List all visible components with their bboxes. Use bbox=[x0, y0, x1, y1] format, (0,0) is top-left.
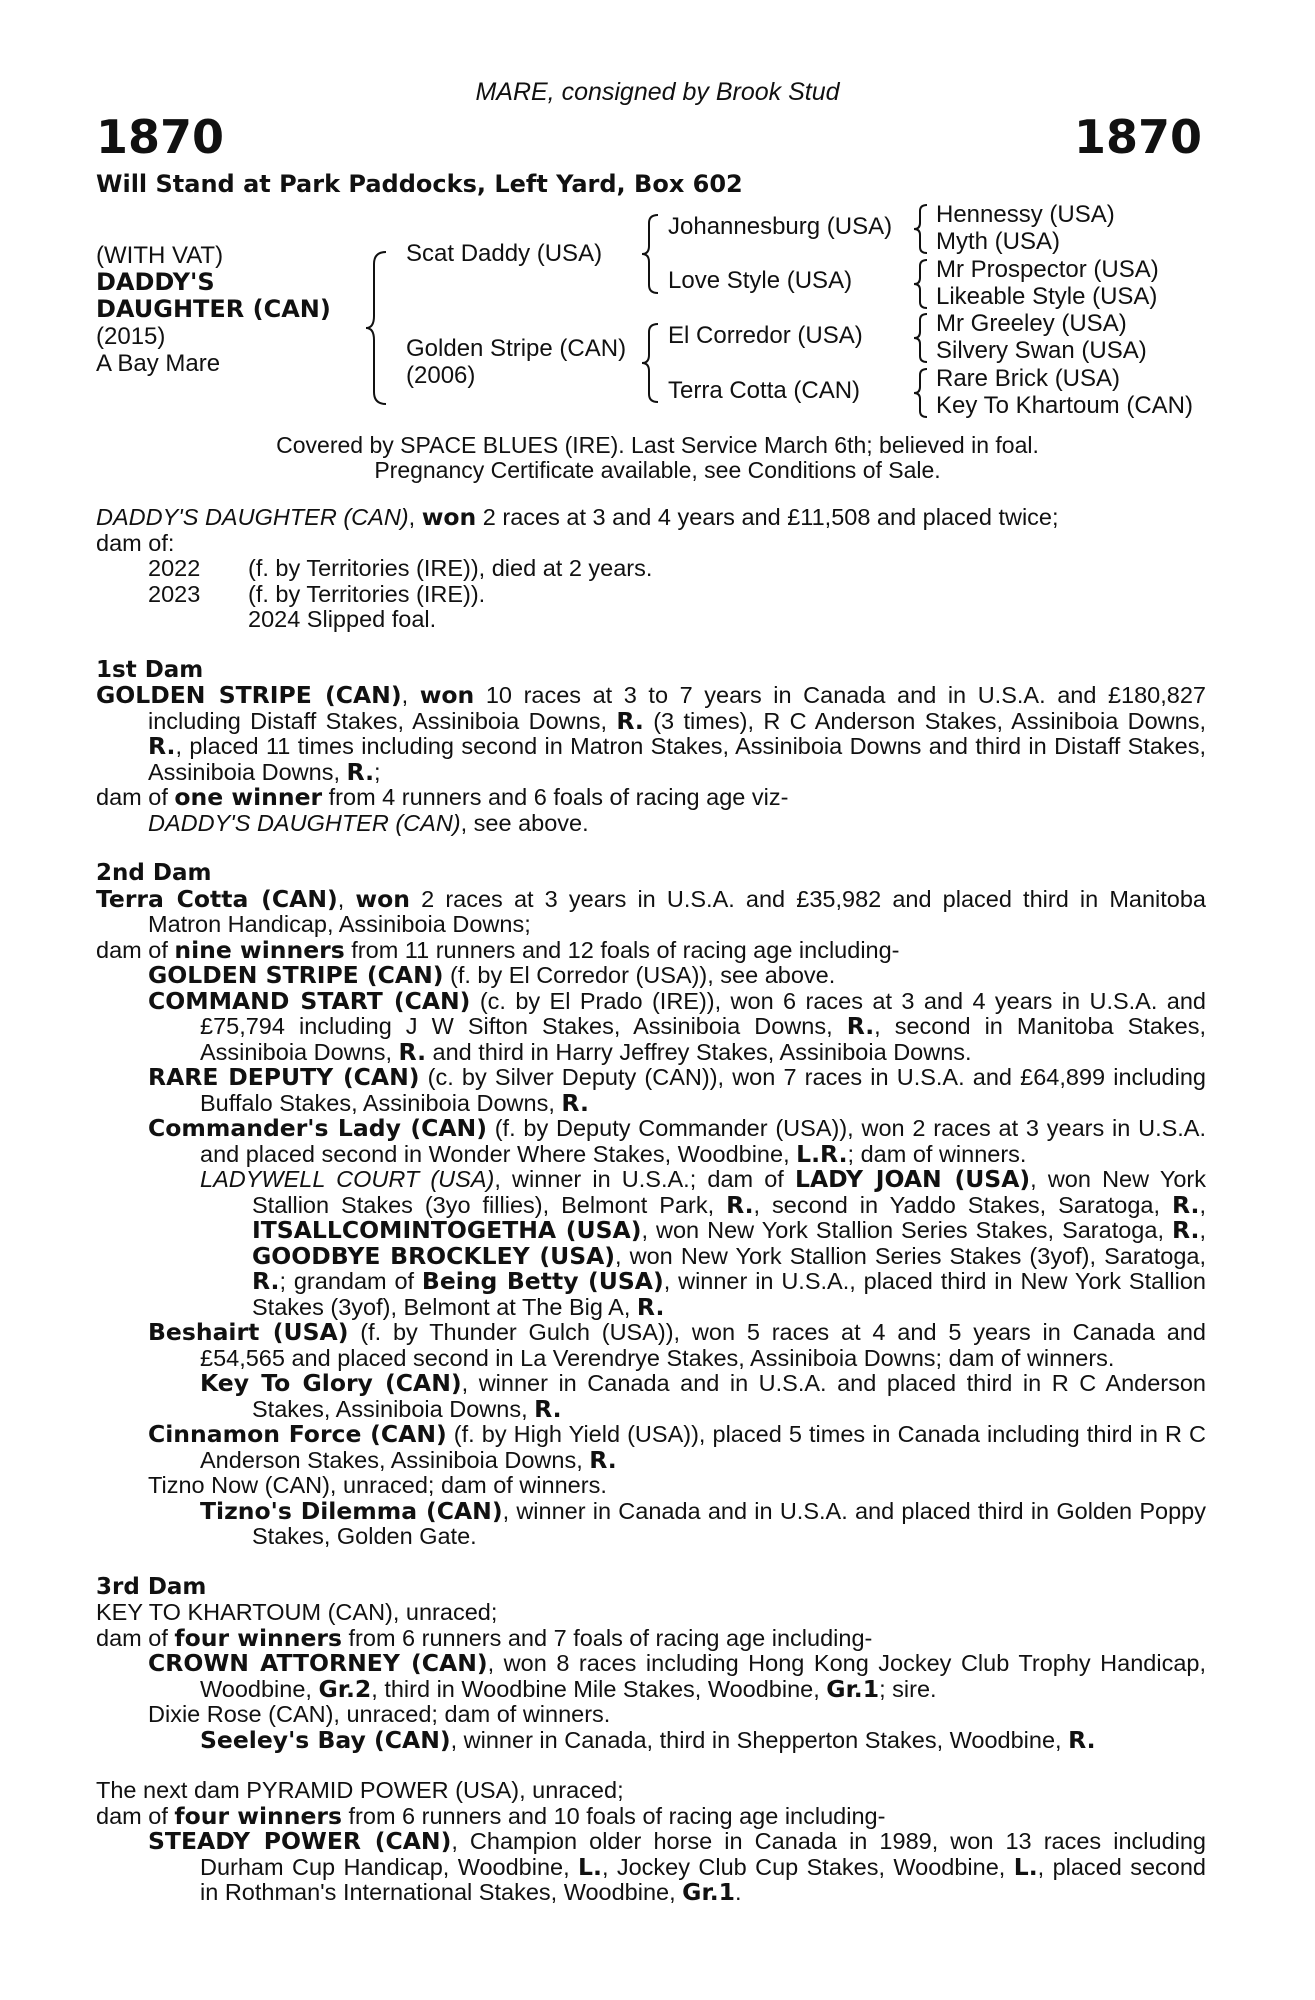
pedigree-brace bbox=[364, 250, 390, 406]
winners-count: four winners bbox=[174, 1623, 342, 1652]
first-dam-dam-of bbox=[96, 785, 1206, 811]
first-dam-record: GOLDEN STRIPE (CAN), won 10 races at 3 to 7 years in Canada and in U.S.A. and £180,827 including Distaff Stakes, Assiniboia Downs, R. (3 times), R C Anderson Stakes, Assiniboia Downs, R., placed 11 times including second in Matron Stakes, Assiniboia Downs and third in Distaff Stakes, Assiniboia Downs, R.; bbox=[96, 681, 1206, 786]
record-text: ; grandam of bbox=[279, 1268, 422, 1294]
record-text: (f. by El Corredor (USA)), see above. bbox=[443, 962, 836, 988]
record-text: , winner in U.S.A.; dam of bbox=[494, 1166, 795, 1192]
produce-entry bbox=[148, 1422, 1206, 1473]
pedigree-dam-sire: El Corredor (USA) bbox=[668, 322, 863, 349]
record-text: 2 races at 3 years in U.S.A. and £35,982 and placed third in Manitoba Matron Handicap, Assiniboia Downs; bbox=[148, 885, 1206, 937]
race-grade: Gr.2 bbox=[318, 1674, 372, 1703]
dam-of-label: dam of: bbox=[96, 529, 175, 556]
pedigree-ddd: Key To Khartoum (CAN) bbox=[936, 392, 1193, 419]
record-text: , Jockey Club Cup Stakes, Woodbine, bbox=[601, 1853, 1014, 1880]
record-text: (f. by Deputy Commander (USA)), won 2 races at 3 years in U.S.A. and placed second in Wonder Where Stakes, Woodbine, bbox=[200, 1115, 1206, 1167]
record-text: , third in Woodbine Mile Stakes, Woodbine, bbox=[371, 1675, 827, 1702]
race-grade: R. bbox=[726, 1190, 754, 1219]
race-grade: R. bbox=[846, 1012, 875, 1040]
foal-year: 2022 bbox=[148, 555, 201, 581]
race-grade: Gr.1 bbox=[826, 1674, 880, 1703]
record-text: , won New York Stallion Series Stakes, Saratoga, bbox=[641, 1217, 1172, 1243]
pedigree-brace bbox=[912, 312, 930, 364]
won-label: won bbox=[355, 884, 411, 913]
record-text: , placed 11 times including second in Matron Stakes, Assiniboia Downs and third in Distaff Stakes, Assiniboia Downs, bbox=[148, 733, 1206, 785]
won-label: won bbox=[419, 681, 475, 709]
stand-info: Will Stand at Park Paddocks, Left Yard, Box 602 bbox=[96, 170, 743, 198]
produce-paragraph: DADDY'S DAUGHTER (CAN), won 2 races at 3 and 4 years and £11,508 and placed twice; bbox=[96, 503, 1059, 531]
record-text: Dixie Rose (CAN), unraced; dam of winners. bbox=[148, 1701, 611, 1727]
horse-vat: (WITH VAT) bbox=[96, 242, 224, 269]
record-text: , won New York Stallion Series Stakes (3yof), Saratoga, bbox=[615, 1242, 1206, 1269]
produce-entry bbox=[148, 963, 1206, 989]
pedigree-sire-sire: Johannesburg (USA) bbox=[668, 213, 893, 240]
dam-of-text: from 4 runners and 6 foals of racing age viz- bbox=[322, 784, 789, 810]
produce-tail: , see above. bbox=[460, 809, 589, 836]
dam-of-text: dam of bbox=[96, 784, 175, 810]
horse-name: ITSALLCOMINTOGETHA (USA) bbox=[252, 1216, 642, 1244]
dam-of-text: from 11 runners and 12 foals of racing age including- bbox=[344, 936, 900, 963]
pedigree-dam-year: (2006) bbox=[406, 362, 476, 389]
horse-name: Tizno's Dilemma (CAN) bbox=[200, 1496, 503, 1525]
lot-number-right: 1870 bbox=[1073, 110, 1202, 164]
consignment-line: MARE, consigned by Brook Stud bbox=[475, 78, 840, 106]
horse-description: A Bay Mare bbox=[96, 350, 221, 377]
produce-entry bbox=[148, 1473, 1206, 1499]
produce-entry bbox=[148, 1065, 1206, 1116]
horse-name-line2: DAUGHTER (CAN) bbox=[96, 295, 331, 323]
pedigree-brace bbox=[640, 322, 662, 404]
dam-of-text: dam of bbox=[96, 1624, 175, 1651]
winners-count: four winners bbox=[174, 1801, 342, 1830]
horse-year: (2015) bbox=[96, 323, 166, 350]
horse-name: Beshairt (USA) bbox=[148, 1318, 349, 1346]
horse-name: Commander's Lady (CAN) bbox=[148, 1114, 487, 1142]
horse-name: Cinnamon Force (CAN) bbox=[148, 1420, 447, 1448]
pedigree-sdd: Likeable Style (USA) bbox=[936, 283, 1158, 310]
next-dam-name: The next dam PYRAMID POWER (USA), unraced; bbox=[96, 1777, 624, 1803]
horse-name: COMMAND START (CAN) bbox=[148, 986, 471, 1015]
grand-produce-entry bbox=[200, 1496, 1206, 1550]
record-text: ; dam of winners. bbox=[847, 1140, 1027, 1167]
foal-row bbox=[96, 582, 1206, 608]
record-text: and third in Harry Jeffrey Stakes, Assiniboia Downs. bbox=[426, 1038, 972, 1065]
pedigree-brace bbox=[912, 367, 930, 419]
horse-name: LADY JOAN (USA) bbox=[794, 1165, 1031, 1193]
produce-entry bbox=[148, 1702, 1206, 1728]
race-grade: R. bbox=[589, 1445, 617, 1474]
record-text: (3 times), R C Anderson Stakes, Assiniboia Downs, bbox=[643, 707, 1206, 734]
covering-line2: Pregnancy Certificate available, see Conditions of Sale. bbox=[374, 457, 941, 483]
grand-produce-entry bbox=[200, 1725, 1206, 1754]
horse-name: RARE DEPUTY (CAN) bbox=[148, 1063, 420, 1091]
pedigree-dam-name: Golden Stripe (CAN) bbox=[406, 335, 627, 362]
race-grade: R. bbox=[1172, 1190, 1200, 1219]
foal-text: (f. by Territories (IRE)). bbox=[248, 580, 486, 607]
produce-entry bbox=[148, 986, 1206, 1066]
second-dam-dam-of bbox=[96, 935, 1206, 964]
horse-name: Being Betty (USA) bbox=[421, 1267, 664, 1295]
first-dam-produce bbox=[148, 811, 1206, 837]
record-text: , winner in U.S.A., placed third in New York Stallion Stakes (3yof), Belmont at The Big A, bbox=[252, 1268, 1206, 1320]
pedigree-sire: Scat Daddy (USA) bbox=[406, 240, 603, 267]
race-grade: R. bbox=[616, 706, 644, 735]
horse-name: LADYWELL COURT (USA) bbox=[200, 1166, 495, 1192]
horse-name: STEADY POWER (CAN) bbox=[148, 1827, 452, 1855]
record-text: (c. by El Prado (IRE)), won 6 races at 3 and 4 years in U.S.A. and £75,794 including J W Sifton Stakes, Assiniboia Downs, bbox=[200, 987, 1206, 1039]
first-dam-name: GOLDEN STRIPE (CAN) bbox=[96, 681, 402, 709]
record-text: (f. by Thunder Gulch (USA)), won 5 races at 4 and 5 years in Canada and £54,565 and placed second in La Verendrye Stakes, Assiniboia Downs; dam of winners. bbox=[200, 1319, 1206, 1371]
pedigree-sds: Mr Prospector (USA) bbox=[936, 256, 1159, 283]
produce-entry bbox=[148, 1829, 1206, 1906]
horse-name: CROWN ATTORNEY (CAN) bbox=[148, 1649, 488, 1677]
horse-name: GOODBYE BROCKLEY (USA) bbox=[252, 1241, 616, 1270]
record-text: Tizno Now (CAN), unraced; dam of winners. bbox=[148, 1472, 607, 1498]
horse-name: Seeley's Bay (CAN) bbox=[200, 1725, 451, 1754]
pedigree-brace bbox=[912, 258, 930, 310]
pedigree-dds: Rare Brick (USA) bbox=[936, 365, 1121, 392]
second-dam-heading: 2nd Dam bbox=[96, 860, 212, 886]
record-text: , second in Yaddo Stakes, Saratoga, bbox=[753, 1191, 1172, 1218]
pedigree-ssd: Myth (USA) bbox=[936, 228, 1061, 255]
foal-row bbox=[96, 607, 1206, 633]
third-dam-name: KEY TO KHARTOUM (CAN), unraced; bbox=[96, 1599, 498, 1625]
race-grade: R. bbox=[1172, 1216, 1200, 1244]
record-text: ; bbox=[374, 758, 381, 785]
foal-row bbox=[96, 556, 1206, 582]
dam-of-text: dam of bbox=[96, 936, 175, 963]
race-grade: L.R. bbox=[796, 1139, 848, 1168]
produce-entry bbox=[148, 1116, 1206, 1167]
produce-name: DADDY'S DAUGHTER (CAN) bbox=[148, 809, 461, 836]
pedigree-dsd: Silvery Swan (USA) bbox=[936, 337, 1147, 364]
race-grade: R. bbox=[148, 732, 176, 760]
record-text: , second in Manitoba Stakes, Assiniboia Downs, bbox=[200, 1013, 1206, 1065]
race-grade: R. bbox=[534, 1394, 562, 1423]
foal-year: 2023 bbox=[148, 580, 201, 607]
produce-entry bbox=[148, 1651, 1206, 1702]
record-text: , winner in Canada and in U.S.A. and placed third in R C Anderson Stakes, Assiniboia Downs, bbox=[252, 1370, 1206, 1422]
race-grade: R. bbox=[252, 1267, 280, 1295]
pedigree-brace bbox=[912, 203, 930, 255]
second-dam-record: Terra Cotta (CAN), won 2 races at 3 years in U.S.A. and £35,982 and placed third in Manitoba Matron Handicap, Assiniboia Downs; bbox=[96, 884, 1206, 937]
produce-record-text: 2 races at 3 and 4 years and £11,508 and placed twice; bbox=[476, 504, 1059, 530]
race-grade: R. bbox=[636, 1292, 665, 1321]
race-grade: R. bbox=[346, 757, 375, 786]
second-dam-name: Terra Cotta (CAN) bbox=[96, 884, 338, 913]
covering-line1: Covered by SPACE BLUES (IRE). Last Service March 6th; believed in foal. bbox=[276, 432, 1039, 458]
record-text: ; sire. bbox=[879, 1675, 937, 1702]
third-dam-heading: 3rd Dam bbox=[96, 1573, 207, 1600]
dam-of-text: from 6 runners and 10 foals of racing age including- bbox=[342, 1802, 886, 1829]
race-grade: Gr.1 bbox=[682, 1878, 735, 1906]
pedigree-dss: Mr Greeley (USA) bbox=[936, 310, 1127, 337]
record-text: , bbox=[1199, 1191, 1206, 1218]
pedigree-brace bbox=[640, 213, 662, 295]
record-text: , won New York Stallion Stakes (3yo fillies), Belmont Park, bbox=[252, 1166, 1206, 1218]
race-grade: L. bbox=[1013, 1852, 1038, 1881]
dam-of-text: from 6 runners and 7 foals of racing age including- bbox=[342, 1624, 873, 1651]
race-grade: R. bbox=[398, 1037, 427, 1066]
record-text: (c. by Silver Deputy (CAN)), won 7 races in U.S.A. and £64,899 including Buffalo Stakes, Assiniboia Downs, bbox=[200, 1064, 1206, 1116]
grand-produce-entry bbox=[200, 1167, 1206, 1320]
race-grade: L. bbox=[578, 1852, 602, 1881]
produce-name: DADDY'S DAUGHTER (CAN) bbox=[96, 504, 409, 530]
lot-number-left: 1870 bbox=[96, 110, 225, 164]
horse-name: GOLDEN STRIPE (CAN) bbox=[148, 961, 444, 989]
foal-text: (f. by Territories (IRE)), died at 2 years. bbox=[248, 555, 653, 581]
record-text: , bbox=[1199, 1217, 1206, 1243]
pedigree-dam-dam: Terra Cotta (CAN) bbox=[668, 377, 861, 404]
record-text: , placed second in Rothman's International Stakes, Woodbine, bbox=[200, 1853, 1206, 1905]
produce-record bbox=[96, 505, 1206, 1906]
foal-text: 2024 Slipped foal. bbox=[248, 606, 437, 632]
record-text: 10 races at 3 to 7 years in Canada and in U.S.A. and £180,827 including Distaff Stakes, Assiniboia Downs, bbox=[148, 682, 1206, 734]
won-label: won bbox=[421, 503, 477, 531]
record-text: . bbox=[734, 1879, 742, 1905]
pedigree-sire-dam: Love Style (USA) bbox=[668, 267, 853, 294]
record-text: (f. by High Yield (USA)), placed 5 times in Canada including third in R C Anderson Stakes, Assiniboia Downs, bbox=[200, 1421, 1206, 1473]
race-grade: R. bbox=[1068, 1725, 1096, 1754]
first-dam-heading: 1st Dam bbox=[96, 656, 204, 683]
winners-count: one winner bbox=[174, 783, 323, 811]
winners-count: nine winners bbox=[174, 935, 345, 964]
pedigree-sss: Hennessy (USA) bbox=[936, 201, 1115, 228]
grand-produce-entry bbox=[200, 1371, 1206, 1422]
produce-entry bbox=[148, 1320, 1206, 1371]
record-text: , winner in Canada, third in Shepperton Stakes, Woodbine, bbox=[450, 1726, 1069, 1753]
record-text: , Champion older horse in Canada in 1989, won 13 races including Durham Cup Handicap, Woodbine, bbox=[200, 1828, 1207, 1880]
dam-of-text: dam of bbox=[96, 1802, 175, 1829]
race-grade: R. bbox=[561, 1088, 589, 1117]
third-dam-dam-of bbox=[96, 1623, 1206, 1652]
record-text: , winner in Canada and in U.S.A. and placed third in Golden Poppy Stakes, Golden Gate. bbox=[252, 1497, 1206, 1549]
next-dam-dam-of bbox=[96, 1801, 1206, 1830]
horse-name: Key To Glory (CAN) bbox=[200, 1369, 462, 1397]
record-text: , won 8 races including Hong Kong Jockey Club Trophy Handicap, Woodbine, bbox=[200, 1650, 1207, 1702]
horse-name-line1: DADDY'S bbox=[96, 268, 215, 296]
